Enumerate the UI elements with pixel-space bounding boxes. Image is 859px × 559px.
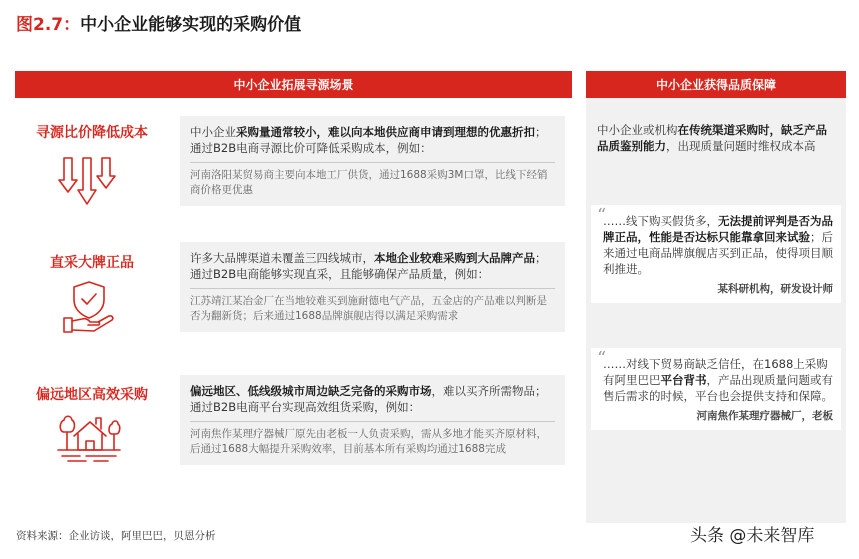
left-section-header: 中小企业拓展寻源场景 (15, 71, 572, 98)
row-3-example: 河南焦作某理疗器械厂原先由老板一人负责采购，需从多地才能买齐原材料，后通过1688大幅提升采购效率，目前基本所有采购均通过1688完成 (190, 428, 547, 455)
row-2-main-text: 许多大品牌渠道未覆盖三四线城市，本地企业较难采购到大品牌产品；通过B2B电商能够实现直采，且能够确保产品质量，例如： (190, 251, 547, 281)
row-3-main-text: 偏远地区、低线级城市周边缺乏完备的采购市场，难以买齐所需物品；通过B2B电商平台实现高效组货采购，例如： (190, 384, 547, 414)
watermark: 头条 @未来智库 (690, 526, 815, 546)
figure-title-text: 中小企业能够实现的采购价值 (80, 15, 302, 35)
row-3-card (180, 375, 565, 465)
right-panel (586, 98, 846, 523)
right-section-header: 中小企业获得品质保障 (586, 71, 846, 98)
source-note: 资料来源：企业访谈，阿里巴巴，贝恩分析 (16, 530, 216, 542)
row-1-main-text: 中小企业采购量通常较小，难以向本地供应商申请到理想的优惠折扣；通过B2B电商寻源比价可降低采购成本，例如： (190, 125, 547, 155)
row-1-card (180, 116, 565, 206)
arrows-down-icon (58, 154, 120, 212)
right-intro-text: 中小企业或机构在传统渠道采购时，缺乏产品品质鉴别能力，出现质量问题时维权成本高 (597, 123, 827, 153)
row-2-example: 江苏靖江某冶金厂在当地较难买到施耐德电气产品，五金店的产品难以判断是否为翻新货；后来通过1688品牌旗舰店得以满足采购需求 (190, 295, 547, 322)
row-2-label: 直采大牌正品 (50, 255, 134, 271)
quote-card-1 (591, 205, 841, 303)
quote-mark-icon: “ (597, 205, 607, 226)
shield-hand-icon (60, 278, 118, 340)
row-3-divider (190, 421, 555, 422)
quote-2-text: ……对线下贸易商缺乏信任，在1688上采购有阿里巴巴平台背书，产品出现质量问题或有售后需求的时候，平台也会提供支持和保障。 (603, 357, 833, 403)
row-1-label: 寻源比价降低成本 (36, 125, 148, 141)
house-trees-icon (56, 410, 122, 468)
quote-1-source: 某科研机构，研发设计师 (717, 283, 833, 295)
quote-1-text: ……线下购买假货多，无法提前评判是否为品牌正品，性能是否达标只能靠拿回来试验；后来通过电商品牌旗舰店买到正品，使得项目顺利推进。 (603, 214, 833, 276)
figure-number: 图2.7： (16, 15, 81, 35)
row-1-example: 河南洛阳某贸易商主要向本地工厂供货，通过1688采购3M口罩，比线下经销商价格更优惠 (190, 169, 548, 196)
row-2-card (180, 242, 565, 332)
row-3-label: 偏远地区高效采购 (36, 387, 148, 403)
row-1-divider (190, 162, 555, 163)
quote-mark-icon: “ (597, 348, 607, 369)
quote-card-2 (591, 348, 841, 430)
quote-2-source: 河南焦作某理疗器械厂，老板 (696, 410, 833, 422)
figure-title (16, 10, 301, 35)
row-2-divider (190, 288, 555, 289)
